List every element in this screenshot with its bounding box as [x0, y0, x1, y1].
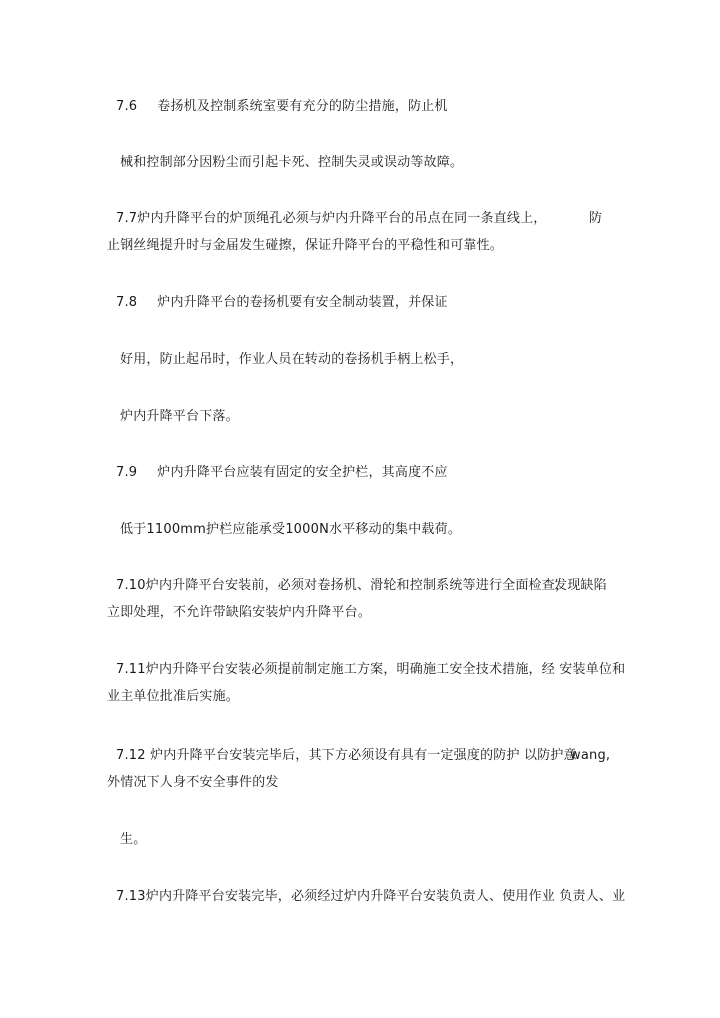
section-number: 7.8 [116, 295, 138, 310]
paragraph-7-6-line-1 [116, 99, 448, 115]
paragraph-7-12-line-2: 外情况下人身不安全事件的发 [107, 775, 279, 790]
paragraph-7-9-line-2: 低于1100mm护栏应能承受1000N水平移动的集中载荷。 [120, 522, 462, 537]
paragraph-7-8-line-2: 好用，防止起吊时，作业人员在转动的卷扬机手柄上松手， [120, 352, 464, 367]
paragraph-7-10-line-1-tail: 发现缺陷 [554, 578, 607, 593]
paragraph-7-12-line-3: 生。 [120, 832, 147, 847]
paragraph-7-11-line-2: 业主单位批准后实施。 [107, 689, 240, 704]
paragraph-7-6-line-2: 械和控制部分因粉尘而引起卡死、控制失灵或误动等故障。 [120, 155, 464, 170]
paragraph-7-12-line-1: 7.12 炉内升降平台安装完毕后，其下方必须设有具有一定强度的防护 以防护意 [116, 748, 577, 763]
paragraph-7-12-line-1-tail: wang, [570, 748, 611, 763]
paragraph-7-8-line-3: 炉内升降平台下落。 [120, 409, 239, 424]
paragraph-7-7-line-1: 7.7炉内升降平台的炉顶绳孔必须与炉内升降平台的吊点在同一条直线上， [116, 211, 547, 226]
section-number: 7.6 [116, 99, 138, 114]
paragraph-7-7-line-2: 止钢丝绳提升时与金届发生碰擦，保证升降平台的平稳性和可靠性。 [107, 238, 504, 253]
paragraph-7-7-line-1-tail: 防 [589, 211, 603, 226]
paragraph-7-13-line-1: 7.13炉内升降平台安装完毕，必须经过炉内升降平台安装负责人、使用作业 负责人、业 [116, 889, 626, 904]
paragraph-text: 炉内升降平台的卷扬机要有安全制动装置，并保证 [157, 295, 448, 310]
paragraph-7-8-line-1 [116, 295, 448, 311]
paragraph-text: 卷扬机及控制系统室要有充分的防尘措施，防止机 [157, 99, 448, 114]
paragraph-7-10-line-2: 立即处理，不允许带缺陷安装炉内升降平台。 [107, 605, 372, 620]
paragraph-7-9-line-1 [116, 465, 448, 481]
section-number: 7.9 [116, 465, 138, 480]
paragraph-text: 炉内升降平台应装有固定的安全护栏，其高度不应 [157, 465, 448, 480]
paragraph-7-10-line-1: 7.10炉内升降平台安装前，必须对卷扬机、滑轮和控制系统等进行全面检查， [116, 578, 569, 593]
paragraph-7-11-line-1: 7.11炉内升降平台安装必须提前制定施工方案，明确施工安全技术措施，经 安装单位和 [116, 662, 626, 677]
